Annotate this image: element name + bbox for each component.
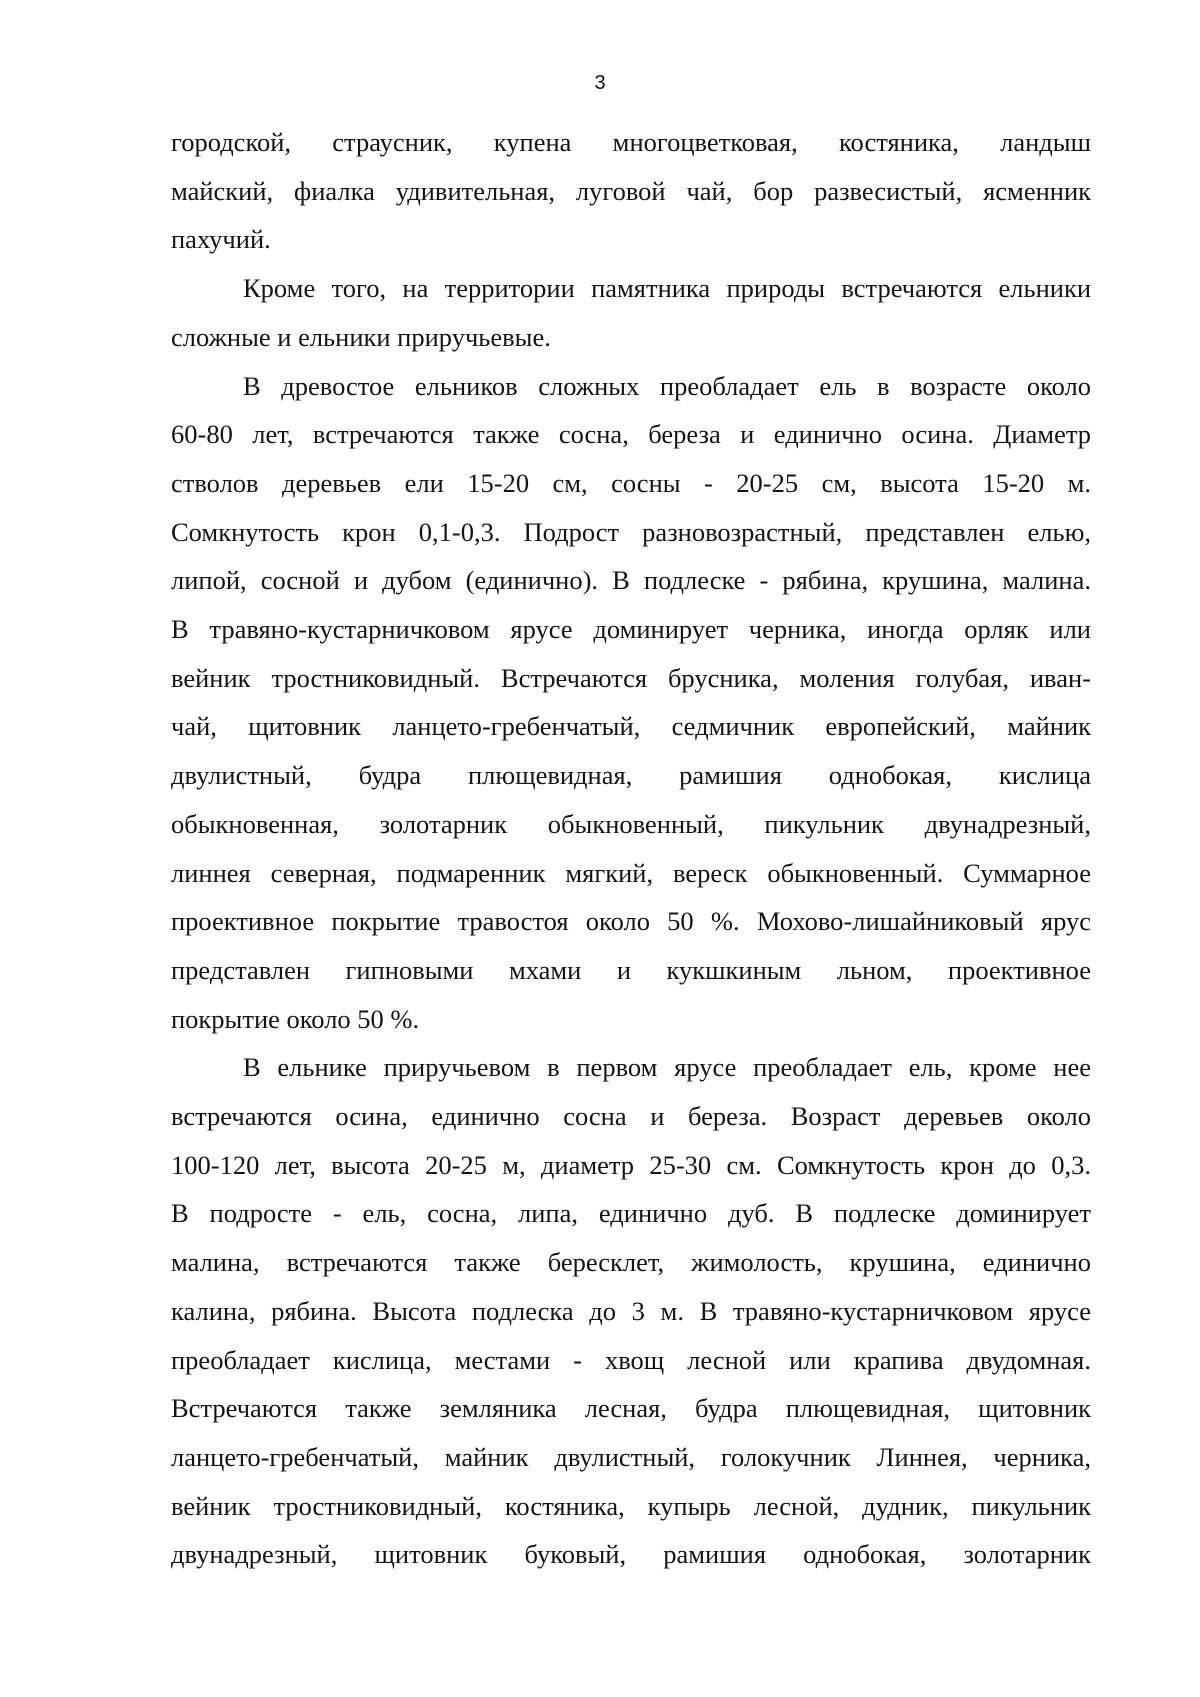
text-line: Встречаются также земляника лесная, будра плющевидная, щитовник — [171, 1393, 1091, 1424]
text-line: 60-80 лет, встречаются также сосна, береза и единично осина. Диаметр — [171, 419, 1091, 450]
text-line: стволов деревьев ели 15-20 см, сосны - 20-25 см, высота 15-20 м. — [171, 467, 1091, 498]
text-line: вейник тростниковидный, костяника, купырь лесной, дудник, пикульник — [171, 1490, 1091, 1521]
text-line: майский, фиалка удивительная, луговой чай, бор развесистый, ясменник — [171, 175, 1091, 206]
paragraph-4 — [171, 1043, 1091, 1579]
text-line: В ельнике приручьевом в первом ярусе преобладает ель, кроме нее — [243, 1052, 1091, 1083]
text-line: обыкновенная, золотарник обыкновенный, пикульник двунадрезный, — [171, 808, 1091, 839]
text-line: линнея северная, подмаренник мягкий, вереск обыкновенный. Суммарное — [171, 857, 1091, 888]
text-line: пахучий. — [171, 224, 271, 255]
text-line: малина, встречаются также бересклет, жимолость, крушина, единично — [171, 1247, 1091, 1278]
document-body — [171, 118, 1091, 1579]
text-line: Кроме того, на территории памятника природы встречаются ельники — [243, 273, 1091, 304]
text-line: В подросте - ель, сосна, липа, единично дуб. В подлеске доминирует — [171, 1198, 1091, 1229]
text-line: Сомкнутость крон 0,1-0,3. Подрост разновозрастный, представлен елью, — [171, 516, 1091, 547]
text-line: преобладает кислица, местами - хвощ лесной или крапива двудомная. — [171, 1344, 1091, 1375]
text-line: двулистный, будра плющевидная, рамишия однобокая, кислица — [171, 760, 1091, 791]
text-line: В древостое ельников сложных преобладает ель в возрасте около — [243, 370, 1091, 401]
text-line: сложные и ельники приручьевые. — [171, 321, 551, 352]
text-line: В травяно-кустарничковом ярусе доминирует черника, иногда орляк или — [171, 614, 1091, 645]
text-line: представлен гипновыми мхами и кукшкиным льном, проективное — [171, 954, 1091, 985]
text-line: городской, страусник, купена многоцветковая, костяника, ландыш — [171, 127, 1091, 157]
text-line: встречаются осина, единично сосна и береза. Возраст деревьев около — [171, 1101, 1091, 1132]
text-line: двунадрезный, щитовник буковый, рамишия однобокая, золотарник — [171, 1539, 1091, 1570]
paragraph-3 — [171, 362, 1091, 1044]
text-line: липой, сосной и дубом (единично). В подлеске - рябина, крушина, малина. — [171, 565, 1091, 596]
page-number: 3 — [594, 72, 606, 94]
text-line: проективное покрытие травостоя около 50 %. Мохово-лишайниковый ярус — [171, 906, 1091, 937]
text-line: вейник тростниковидный. Встречаются брусника, моления голубая, иван- — [171, 662, 1091, 693]
text-line: чай, щитовник ланцето-гребенчатый, седмичник европейский, майник — [171, 711, 1091, 742]
paragraph-1 — [171, 118, 1091, 264]
paragraph-2 — [171, 264, 1091, 361]
text-line: ланцето-гребенчатый, майник двулистный, голокучник Линнея, черника, — [171, 1441, 1091, 1472]
text-line: 100-120 лет, высота 20-25 м, диаметр 25-30 см. Сомкнутость крон до 0,3. — [171, 1149, 1091, 1180]
text-line: покрытие около 50 %. — [171, 1003, 420, 1034]
text-line: калина, рябина. Высота подлеска до 3 м. В травяно-кустарничковом ярусе — [171, 1295, 1091, 1326]
